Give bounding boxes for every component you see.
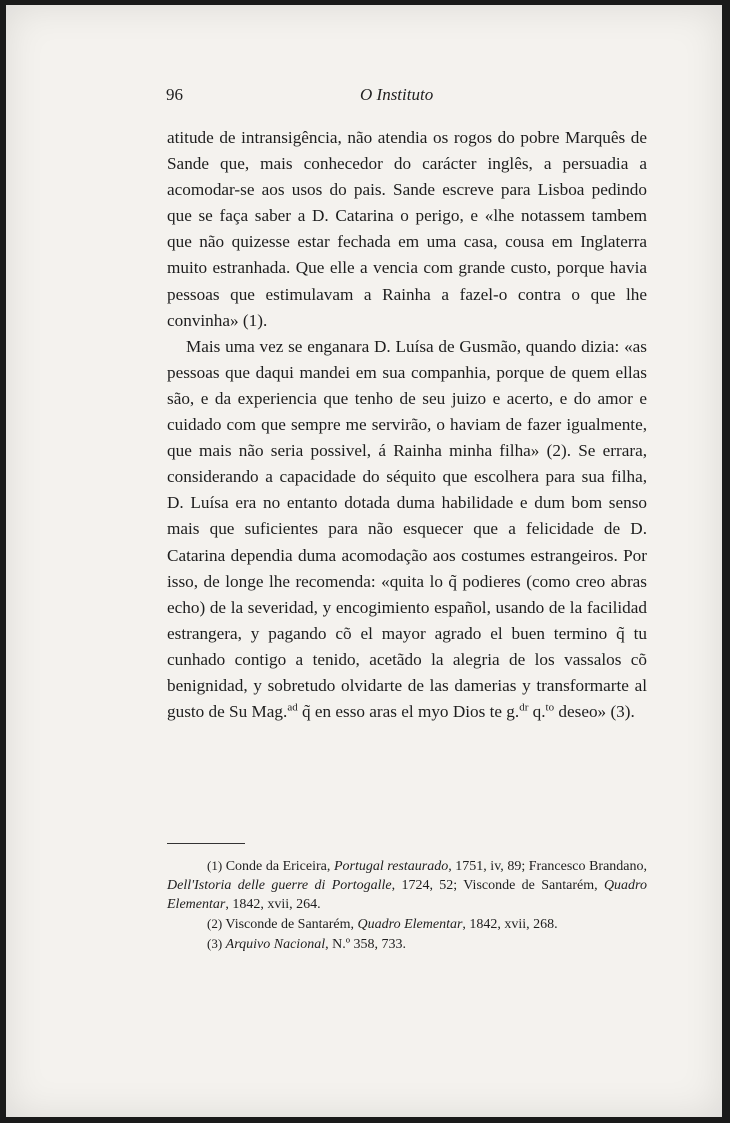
footnote-title: Arquivo Nacional — [225, 937, 326, 952]
note-ref-2: (2) — [546, 441, 567, 461]
footnote-title: Dell'Istoria delle guerre di Portogalle — [167, 878, 392, 893]
footnotes — [167, 856, 647, 954]
paragraph-2-mid: q̃ en esso aras el myo Dios te g. — [297, 702, 520, 722]
footnote-title: Quadro Elementar — [357, 917, 463, 932]
footnote-text: , 1724, 52; Visconde de Santarém, — [391, 878, 604, 893]
note-ref-3: (3) — [610, 702, 631, 722]
page-header — [166, 85, 646, 107]
footnote-2 — [167, 914, 647, 934]
paragraph-2-end: . — [630, 702, 635, 722]
superscript-ad: ad — [287, 701, 298, 714]
paragraph-2-quote-end: deseo» — [554, 702, 611, 722]
paragraph-1 — [167, 125, 647, 334]
footnote-text: , 1842, xvii, 268. — [462, 917, 558, 932]
paragraph-2 — [167, 334, 647, 725]
footnote-divider — [167, 843, 245, 844]
footnote-text: Visconde de Santarém, — [222, 917, 358, 932]
paragraph-1-text: atitude de intransigência, não atendia os rogos do pobre Marquês de Sande que, mais conhecedor do carácter inglês, a persuadia a acomodar-se aos usos do pais. Sande escreve para Lisboa pedindo que se faça saber a D. Catarina o perigo, e «lhe notassem tambem que não quizesse estar fechada em uma casa, cousa em Inglaterra muito estranhada. Que elle a vencia com grande custo, porque havia pessoas que estimulavam a Rainha a fazel-o contra o que lhe convinha» — [167, 128, 647, 330]
paragraph-2-text: Mais uma vez se enganara D. Luísa de Gusmão, quando dizia: «as pessoas que daqui mandei em sua companhia, porque de quem ellas são, e da experiencia que tenho de seu juizo e acerto, e do amor e cuidado com que sempre me servirão, o haviam de fazer igualmente, que mais não seria possivel, á Rainha minha filha» — [167, 336, 647, 461]
footnote-text: , 1751, iv, 89; Francesco Brandano, — [448, 859, 647, 874]
book-page — [6, 5, 722, 1117]
body-text — [167, 125, 647, 725]
paragraph-1-end: . — [262, 310, 268, 330]
paragraph-2-continuation: . Se errara, considerando a capacidade do séquito que escolhera para sua filha, D. Luísa era no entanto dotada duma habilidade e dum bom senso mais que suficientes para não esquecer que a felicidade de D. Catarina dependia duma acomodação aos costumes estrangeiros. Por isso, de longe lhe recomenda: «quita lo q̃ podieres (como creo abras echo) de la severidad, y encogimiento español, usando de la facilidad estrangera, y pagando cõ el mayor agrado el buen termino q̃ tu cunhado contigo a tenido, acetãdo la alegria de los vassalos cõ benignidad, y sobretudo olvidarte de las damerias y transformarte al gusto de Su Mag. — [167, 441, 647, 722]
running-title: O Instituto — [360, 85, 434, 104]
footnote-text: , N.º 358, 733. — [325, 937, 407, 952]
footnote-1 — [167, 856, 647, 914]
page-number: 96 — [166, 85, 183, 104]
footnote-number: (3) — [207, 936, 223, 951]
note-ref-1: (1) — [242, 310, 263, 330]
footnote-title: Quadro Elementar — [167, 878, 647, 912]
footnote-number: (2) — [207, 916, 223, 931]
footnote-text: , 1842, xvii, 264. — [225, 897, 321, 912]
footnote-number: (1) — [207, 858, 223, 873]
footnote-3 — [167, 934, 647, 954]
superscript-to: to — [545, 701, 555, 714]
paragraph-2-mid2: q. — [528, 702, 546, 722]
footnote-title: Portugal restaurado — [333, 859, 449, 874]
superscript-dr: dr — [519, 701, 529, 714]
footnote-text: Conde da Ericeira, — [222, 859, 334, 874]
